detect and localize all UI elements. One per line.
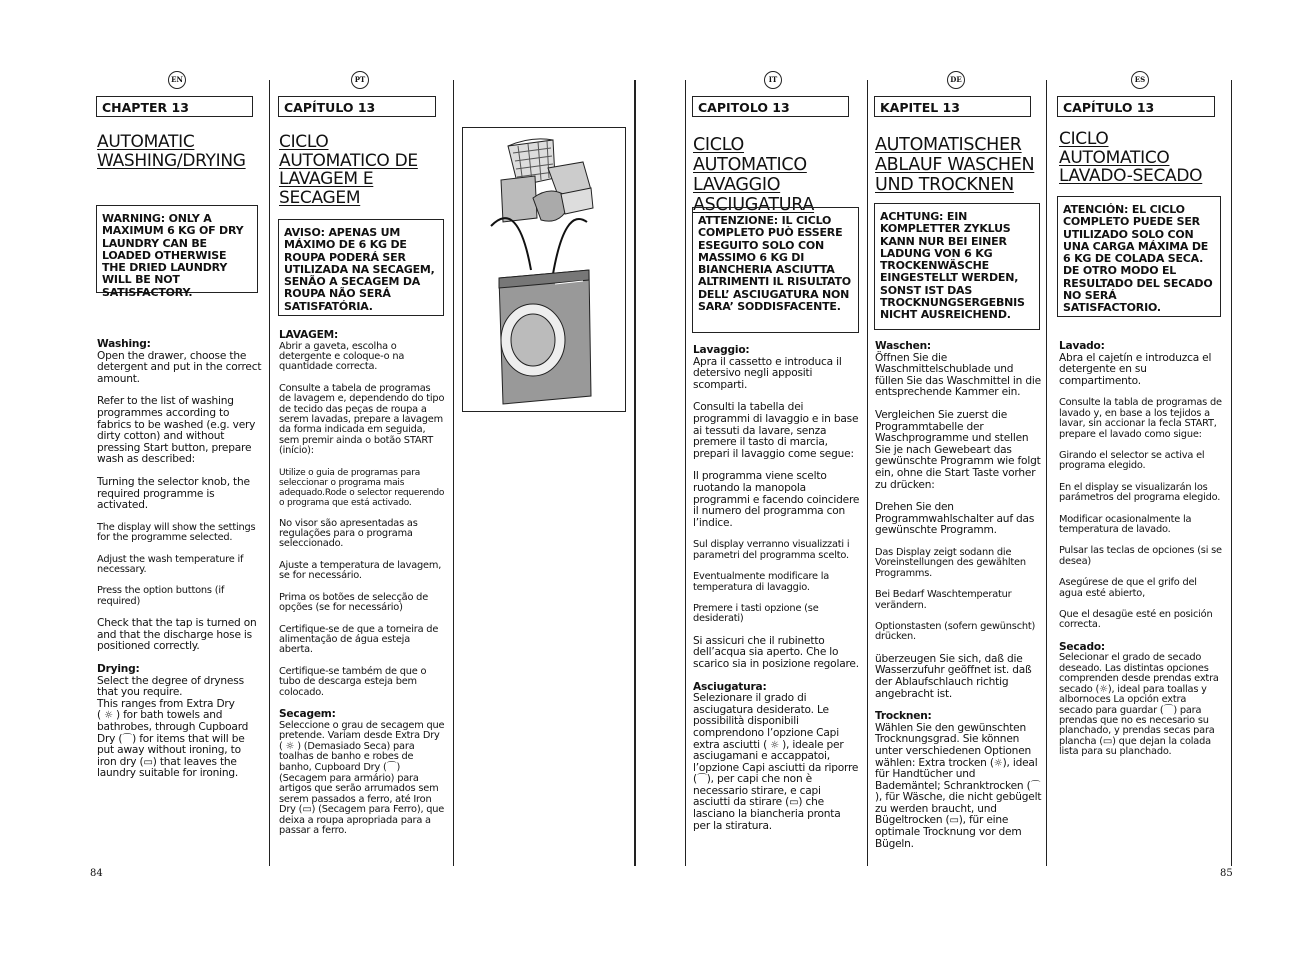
iron-dry-icon: ▭ (302, 804, 312, 816)
paragraph-pt-4: No visor são apresentadas as regulações para o programa seleccionado. (279, 517, 418, 550)
paragraph-en-1: Open the drawer, choose the detergent and put in the correct amount. (97, 349, 262, 385)
warning-box-en: WARNING: ONLY A MAXIMUM 6 KG OF DRY LAUNDRY CAN BE LOADED OTHERWISE THE DRIED LAUNDRY WILL BE NOT SATISFACTORY. (96, 205, 258, 293)
drying-text-de-a: Wählen Sie den gewünschten Trocknungsgrad. Sie können unter verschiedenen Optionen wählen: Extra trocken ( (875, 721, 1032, 769)
drying-text-en-a: Select the degree of dryness that you require. (97, 674, 244, 699)
page-number-left: 84 (90, 868, 103, 879)
drying-text-es (1059, 653, 1222, 757)
drying-text-es-a: Selecionar el grado de secado deseado. Las distintas opciones comprenden desde prendas extra secado ( (1059, 652, 1219, 695)
section-title-es: CICLO AUTOMATICO LAVADO-SECADO (1059, 129, 1203, 186)
section-title-pt: CICLO AUTOMATICO DE LAVAGEM E SECAGEM (279, 132, 418, 208)
drying-heading-en: Drying: (97, 662, 140, 675)
drying-text-de-c: ), für Wäsche, die nicht gebügelt zu werden braucht, und Bügeltrocken ( (875, 791, 1042, 827)
drying-text-de-b: ), ideal für Handtücher und Bademäntel; Schranktrocken ( (875, 756, 1038, 792)
washing-heading-en: Washing: (97, 338, 151, 350)
paragraph-en-5: Adjust the wash temperature if necessary. (97, 553, 244, 575)
paragraph-en-2: Refer to the list of washing programmes according to fabrics to be washed (e.g. very dirty cotton) and without pressing Start button, prepare wash as described: (97, 395, 256, 466)
paragraph-it-1: Apra il cassetto e introduca il detersivo negli appositi scomparti. (693, 355, 842, 391)
chapter-label-es: CAPÍTULO 13 (1057, 96, 1215, 117)
paragraph-pt-7: Certifique-se de que a torneira de alimentação de água esteja aberta. (279, 623, 439, 656)
cupboard-dry-icon: ⌒ (122, 733, 133, 745)
lang-badge-en: EN (168, 71, 186, 89)
paragraph-it-7: Si assicuri che il rubinetto dell’acqua sia aperto. Che lo scarico sia in posizione regolare. (693, 634, 859, 670)
drying-text-es-c: ) para prendas que no es necesario su planchado, y prendas secas para plancha ( (1059, 704, 1215, 747)
iron-dry-icon: ▭ (143, 756, 153, 768)
drying-text-en-d: ) for items that will be put away without ironing, to iron dry ( (97, 732, 245, 768)
drying-text-it-d: ) che lasciano la biancheria pronta per la stiratura. (693, 796, 841, 832)
drying-text-it-b: ), ideale per asciugamani e accappatoi, l’opzione Capi asciutti da riporre ( (693, 738, 859, 786)
paragraph-es-6: Pulsar las teclas de opciones (si se desea) (1059, 545, 1222, 567)
paragraph-it-6: Premere i tasti opzione (se desiderati) (693, 602, 819, 625)
drying-text-pt-b: ) (Demasiado Seca) para toalhas de banho e robes de banho, Cupboard Dry ( (279, 740, 415, 773)
paragraph-es-3: Girando el selector se activa el programa elegido. (1059, 450, 1205, 472)
extra-dry-icon: ☼ (770, 739, 779, 751)
body-text-it (693, 345, 860, 832)
drying-text-pt-d: ) (Secagem para Ferro), que deixa a roupa apropriada para a passar a ferro. (279, 804, 445, 837)
lang-badge-de: DE (947, 71, 965, 89)
drying-text-es-d: ) que dejan la colada lista para su planchado. (1059, 735, 1211, 758)
body-text-de (875, 341, 1043, 850)
chapter-label-de: KAPITEL 13 (874, 96, 1031, 117)
iron-dry-icon: ▭ (949, 815, 959, 827)
section-title-en: AUTOMATIC WASHING/DRYING (97, 132, 246, 171)
warning-box-it: ATTENZIONE: IL CICLO COMPLETO PUÒ ESSERE ESEGUITO SOLO CON MASSIMO 6 KG DI BIANCHERIA ASCIUTTA ALTRIMENTI IL RISULTATO DELL’ ASCIUGATURA NON SARA’ SODDISFACENTE. (692, 207, 859, 333)
washing-heading-de: Waschen: (875, 340, 931, 352)
iron-dry-icon: ▭ (1102, 735, 1113, 747)
drying-text-en: Select the degree of dryness that you require. This ranges from Extra Dry ( ☼ ) for bath towels and bathrobes, through Cupboard Dry (⌒) for items that will be put away without ironing, to iron dry (▭) that leaves the laundry suitable for ironing. (97, 674, 249, 780)
cupboard-dry-icon: ⌒ (1163, 704, 1174, 716)
drying-text-pt (279, 721, 445, 838)
washing-heading-es: Lavado: (1059, 340, 1105, 352)
paragraph-pt-3: Utilize o guia de programas para seleccionar o programa mais adequado.Rode o selector requerendo o programa que está activado. (279, 467, 445, 508)
paragraph-de-1: Öffnen Sie die Waschmittelschublade und füllen Sie das Waschmittel in die entsprechende Kammer ein. (875, 351, 1041, 399)
washer-dryer-illustration (463, 128, 624, 410)
paragraph-es-1: Abra el cajetín e introduzca el detergente en su compartimento. (1059, 351, 1212, 387)
paragraph-pt-6: Prima os botões de selecção de opções (se for necessário) (279, 591, 429, 614)
paragraph-it-3: Il programma viene scelto ruotando la manopola programmi e facendo coincidere il numero del programma con l’indice. (693, 470, 860, 529)
extra-dry-icon: ☼ (993, 757, 1003, 769)
paragraph-es-5: Modificar ocasionalmente la temperatura de lavado. (1059, 513, 1192, 536)
lang-badge-it: IT (764, 71, 782, 89)
cupboard-dry-icon: ⌒ (1030, 780, 1041, 792)
drying-heading-pt: Secagem: (279, 707, 336, 720)
paragraph-de-5: Bei Bedarf Waschtemperatur verändern. (875, 589, 1012, 611)
paragraph-pt-5: Ajuste a temperatura de lavagem, se for necessário. (279, 559, 442, 582)
paragraph-es-8: Que el desagüe esté en posición correcta. (1059, 609, 1213, 631)
paragraph-pt-1: Abrir a gaveta, escolha o detergente e coloque-o na quantidade correcta. (279, 340, 405, 373)
drying-text-pt-a: Seleccione o grau de secagem que pretende. Variam desde Extra Dry ( (279, 719, 445, 752)
paragraph-en-6: Press the option buttons (if required) (97, 585, 225, 607)
chapter-label-it: CAPITOLO 13 (692, 96, 849, 117)
cupboard-dry-icon: ⌒ (696, 774, 707, 786)
cupboard-dry-icon: ⌒ (386, 761, 397, 773)
body-text-es (1059, 341, 1222, 758)
extra-dry-icon: ☼ (285, 740, 295, 752)
paragraph-en-7: Check that the tap is turned on and that the discharge hose is positioned correctly. (97, 617, 257, 653)
extra-dry-icon: ☼ (104, 710, 113, 722)
washing-heading-it: Lavaggio: (693, 344, 750, 356)
paragraph-es-7: Asegúrese de que el grifo del agua esté abierto, (1059, 577, 1197, 599)
washing-heading-pt: LAVAGEM: (279, 329, 339, 341)
drying-text-en-c: ) for bath towels and bathrobes, through Cupboard Dry ( (97, 709, 249, 745)
paragraph-de-4: Das Display zeigt sodann die Voreinstellungen des gewählten Programms. (875, 546, 1026, 579)
extra-dry-icon: ☼ (1099, 683, 1108, 695)
drying-text-pt-c: ) (Secagem para armário) para artigos que serão arrumados sem serem passados a ferro, até Iron Dry ( (279, 761, 439, 816)
drying-text-de (875, 723, 1043, 851)
paragraph-pt-2: Consulte a tabela de programas de lavagem e, dependendo do tipo de tecido das peças de roupa a serem lavadas, prepare a lavagem da forma indicada em seguida, sem premir ainda o botão START (início): (279, 382, 445, 457)
section-title-de: AUTOMATISCHER ABLAUF WASCHEN UND TROCKNEN (875, 135, 1035, 195)
paragraph-de-7: überzeugen Sie sich, daß die Wasserzufuhr geöffnet ist. daß der Ablaufschlauch richtig angebracht ist. (875, 652, 1032, 700)
paragraph-es-2: Consulte la tabla de programas de lavado y, en base a los tejidos a lavar, sin accionar la fecla START, prepare el lavado como sigue: (1059, 397, 1222, 440)
drying-heading-es: Secado: (1059, 640, 1105, 653)
section-title-it: CICLO AUTOMATICO LAVAGGIO ASCIUGATURA (693, 135, 815, 215)
paragraph-pt-8: Certifique-se também de que o tubo de descarga esteja bem colocado. (279, 665, 427, 698)
lang-badge-es: ES (1131, 71, 1149, 89)
chapter-label-en: CHAPTER 13 (96, 96, 253, 117)
page-number-right: 85 (1220, 868, 1233, 879)
warning-box-pt: AVISO: APENAS UM MÁXIMO DE 6 KG DE ROUPA PODERÁ SER UTILIZADA NA SECAGEM, SENÃO A SECAGEM DA ROUPA NÃO SERÁ SATISFATÓRIA. (278, 219, 444, 316)
paragraph-de-3: Drehen Sie den Programmwahlschalter auf das gewünschte Programm. (875, 501, 1035, 537)
chapter-label-pt: CAPÍTULO 13 (278, 96, 436, 117)
paragraph-es-4: En el display se visualizarán los parámetros del programa elegido. (1059, 481, 1221, 504)
warning-box-es: ATENCIÓN: EL CICLO COMPLETO PUEDE SER UTILIZADO SOLO CON UNA CARGA MÁXIMA DE 6 KG DE COLADA SECA. DE OTRO MODO EL RESULTADO DEL SECADO NO SERÁ SATISFACTORIO. (1057, 196, 1221, 317)
drying-text-de-d: ), für eine optimale Trocknung vor dem Bügeln. (875, 814, 1022, 850)
paragraph-it-2: Consulti la tabella dei programmi di lavaggio e in base ai tessuti da lavare, senza premere il tasto di marcia, prepari il lavaggio come segue: (693, 401, 859, 460)
laundry-illustration (462, 127, 626, 412)
drying-text-it-a: Selezionare il grado di asciugatura desiderato. Le possibilità disponibili comprendono l’opzione Capi extra asciutti ( (693, 692, 839, 751)
paragraph-de-6: Optionstasten (sofern gewünscht) drücken. (875, 620, 1036, 643)
warning-box-de: ACHTUNG: EIN KOMPLETTER ZYKLUS KANN NUR BEI EINER LADUNG VON 6 KG TROCKENWÄSCHE EINGESTELLT WERDEN, SONST IST DAS TROCKNUNGSERGEBNIS NICHT AUSREICHEND. (874, 203, 1040, 330)
drying-text-es-b: ), ideal para toallas y albornoces La opción extra secado para guardar ( (1059, 683, 1207, 716)
paragraph-en-3: Turning the selector knob, the required programme is activated. (97, 475, 250, 512)
paragraph-en-4: The display will show the settings for the programme selected. (97, 521, 256, 544)
body-text-pt (279, 330, 445, 837)
paragraph-it-5: Eventualmente modificare la temperatura di lavaggio. (693, 571, 830, 593)
paragraph-de-2: Vergleichen Sie zuerst die Programmtabelle der Waschprogramme und stellen Sie je nach Gewebeart das gewünschte Programm wie folgt ein, ohne die Start Taste vorher zu drücken: (875, 408, 1041, 491)
iron-dry-icon: ▭ (789, 797, 799, 809)
drying-text-en-e: ) that leaves the laundry suitable for ironing. (97, 755, 239, 780)
drying-text-en-b: This ranges from Extra Dry (97, 697, 235, 710)
drying-heading-de: Trocknen: (875, 710, 932, 723)
drying-heading-it: Asciugatura: (693, 680, 767, 693)
drying-text-it (693, 693, 860, 832)
paragraph-it-4: Sul display verranno visualizzati i parametri del programma scelto. (693, 539, 850, 561)
drying-text-it-c: ), per capi che non è necessario stirare, e capi asciutti da stirare ( (693, 773, 821, 809)
body-text-en (97, 339, 262, 780)
lang-badge-pt: PT (351, 71, 369, 89)
